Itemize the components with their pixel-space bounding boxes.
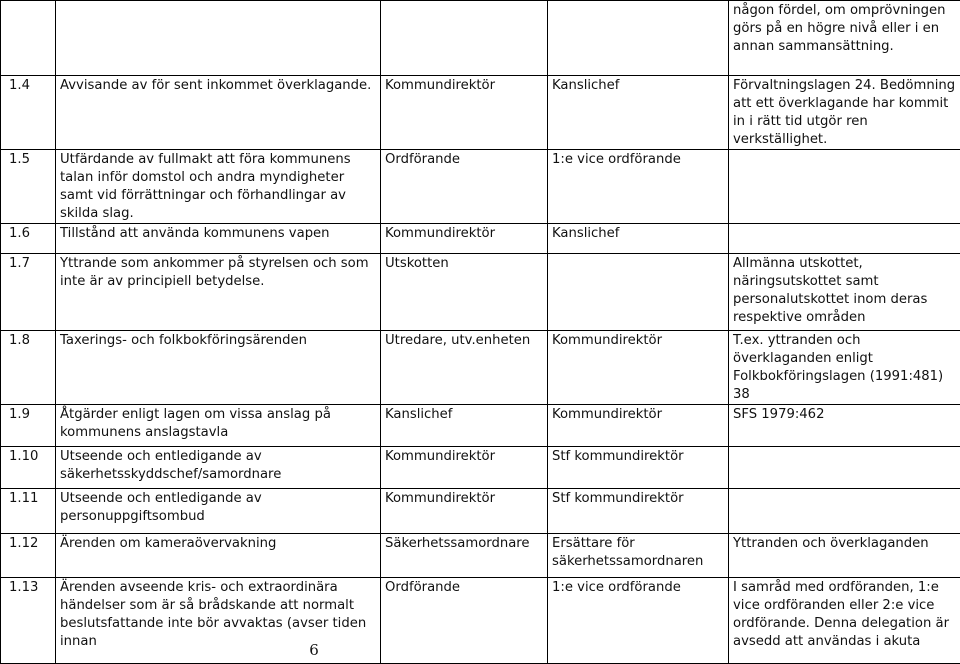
cell-ersattare: Kanslichef — [548, 76, 729, 150]
table-row — [1, 534, 960, 578]
cell-arende: Avvisande av för sent inkommet överklagande. — [56, 76, 381, 150]
cell-delegat: Ordförande — [381, 578, 548, 664]
cell-anmarkning — [729, 224, 960, 254]
cell-ersattare: 1:e vice ordförande — [548, 150, 729, 224]
cell-delegat: Utskotten — [381, 254, 548, 331]
table-row — [1, 405, 960, 447]
cell-arende: Utseende och entledigande av personuppgiftsombud — [56, 489, 381, 534]
cell-anmarkning: T.ex. yttranden och överklaganden enligt Folkbokföringslagen (1991:481) 38 — [729, 331, 960, 405]
cell-anmarkning: någon fördel, om omprövningen görs på en högre nivå eller i en annan sammansättning. — [729, 1, 960, 76]
cell-delegat: Utredare, utv.enheten — [381, 331, 548, 405]
cell-anmarkning: Förvaltningslagen 24. Bedömning att ett överklagande har kommit in i rätt tid utgör ren verkställighet. — [729, 76, 960, 150]
table-row — [1, 224, 960, 254]
table-row — [1, 489, 960, 534]
cell-arende: Utfärdande av fullmakt att föra kommunens talan inför domstol och andra myndigheter samt vid förrättningar och förhandlingar av skilda slag. — [56, 150, 381, 224]
cell-nr: 1.6 — [1, 224, 56, 254]
cell-anmarkning — [729, 489, 960, 534]
cell-ersattare: 1:e vice ordförande — [548, 578, 729, 664]
table-row — [1, 1, 960, 76]
table-row — [1, 76, 960, 150]
table-row — [1, 447, 960, 489]
cell-ersattare: Kanslichef — [548, 224, 729, 254]
cell-anmarkning: I samråd med ordföranden, 1:e vice ordföranden eller 2:e vice ordförande. Denna delegation är avsedd att användas i akuta — [729, 578, 960, 664]
cell-anmarkning — [729, 150, 960, 224]
cell-nr: 1.13 — [1, 578, 56, 664]
cell-nr: 1.12 — [1, 534, 56, 578]
cell-arende: Taxerings- och folkbokföringsärenden — [56, 331, 381, 405]
cell-ersattare: Kommundirektör — [548, 405, 729, 447]
cell-arende: Åtgärder enligt lagen om vissa anslag på kommunens anslagstavla — [56, 405, 381, 447]
cell-delegat: Säkerhetssamordnare — [381, 534, 548, 578]
cell-delegat: Kommundirektör — [381, 447, 548, 489]
cell-anmarkning: Allmänna utskottet, näringsutskottet samt personalutskottet inom deras respektive områden — [729, 254, 960, 331]
cell-arende: Utseende och entledigande av säkerhetsskyddschef/samordnare — [56, 447, 381, 489]
table-row — [1, 150, 960, 224]
cell-delegat: Ordförande — [381, 150, 548, 224]
cell-ersattare: Ersättare för säkerhetssamordnaren — [548, 534, 729, 578]
cell-nr: 1.4 — [1, 76, 56, 150]
cell-anmarkning: Yttranden och överklaganden — [729, 534, 960, 578]
cell-arende: Tillstånd att använda kommunens vapen — [56, 224, 381, 254]
cell-anmarkning — [729, 447, 960, 489]
page-number: 6 — [0, 641, 628, 659]
cell-ersattare: Stf kommundirektör — [548, 447, 729, 489]
cell-nr: 1.8 — [1, 331, 56, 405]
cell-nr: 1.9 — [1, 405, 56, 447]
cell-delegat: Kommundirektör — [381, 76, 548, 150]
table-row — [1, 254, 960, 331]
cell-ersattare — [548, 254, 729, 331]
cell-arende: Ärenden avseende kris- och extraordinära händelser som är så brådskande att normalt beslutsfattande inte bör avvaktas (avser tiden innan — [56, 578, 381, 664]
cell-delegat: Kommundirektör — [381, 489, 548, 534]
cell-ersattare: Stf kommundirektör — [548, 489, 729, 534]
cell-nr: 1.5 — [1, 150, 56, 224]
cell-arende: Yttrande som ankommer på styrelsen och som inte är av principiell betydelse. — [56, 254, 381, 331]
cell-anmarkning: SFS 1979:462 — [729, 405, 960, 447]
cell-ersattare: Kommundirektör — [548, 331, 729, 405]
cell-delegat: Kommundirektör — [381, 224, 548, 254]
cell-nr: 1.10 — [1, 447, 56, 489]
cell-delegat: Kanslichef — [381, 405, 548, 447]
cell-nr: 1.11 — [1, 489, 56, 534]
table-row — [1, 331, 960, 405]
cell-nr: 1.7 — [1, 254, 56, 331]
cell-arende: Ärenden om kameraövervakning — [56, 534, 381, 578]
